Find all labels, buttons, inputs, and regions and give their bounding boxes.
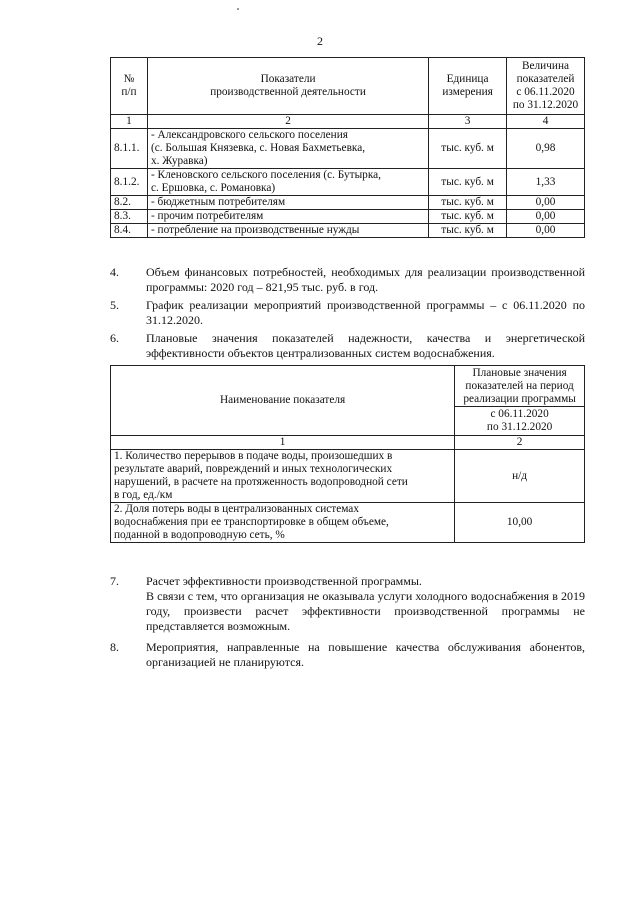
col-number: 3 — [429, 115, 507, 129]
row-unit: тыс. куб. м — [429, 224, 507, 238]
item-number: 4. — [110, 265, 119, 279]
row-value: 0,00 — [507, 210, 585, 224]
row-indicator: - бюджетным потребителям — [147, 196, 428, 210]
list-item — [110, 574, 585, 634]
reliability-indicators-table — [110, 365, 585, 543]
item-number: 7. — [110, 574, 119, 588]
table-header-row — [111, 366, 585, 407]
row-value: 0,98 — [507, 129, 585, 169]
table-header-row — [111, 58, 585, 115]
row-value: 1,33 — [507, 169, 585, 196]
table-row — [111, 503, 585, 543]
column-number-row — [111, 115, 585, 129]
row-indicator: - потребление на производственные нужды — [147, 224, 428, 238]
item-text: Расчет эффективности производственной программы. В связи с тем, что организация не оказывала услуги холодного водоснабжения в 2019 году, произвести расчет эффективности производственной программы не представляется возможным. — [146, 574, 585, 633]
table-row — [111, 224, 585, 238]
row-indicator: - Кленовского сельского поселения (с. Бутырка, с. Ершовка, с. Романовка) — [147, 169, 428, 196]
row-indicator: - прочим потребителям — [147, 210, 428, 224]
list-item — [110, 640, 585, 670]
table-row — [111, 196, 585, 210]
item-number: 5. — [110, 298, 119, 312]
row-unit: тыс. куб. м — [429, 210, 507, 224]
row-num: 8.3. — [111, 210, 148, 224]
row-num: 8.1.2. — [111, 169, 148, 196]
header-name: Наименование показателя — [111, 366, 455, 436]
row-value: 0,00 — [507, 224, 585, 238]
table-row — [111, 169, 585, 196]
col-number: 1 — [111, 436, 455, 450]
list-item — [110, 265, 585, 295]
table-row — [111, 450, 585, 503]
row-num: 8.1.1. — [111, 129, 148, 169]
row-value: 0,00 — [507, 196, 585, 210]
production-indicators-table — [110, 57, 585, 238]
numbered-paragraphs-7-8 — [110, 574, 585, 673]
header-period: с 06.11.2020 по 31.12.2020 — [455, 407, 585, 436]
row-indicator: 2. Доля потерь воды в централизованных системах водоснабжения при ее транспортировке в общем объеме, поданной в водопроводную сеть, % — [111, 503, 455, 543]
col-number: 1 — [111, 115, 148, 129]
row-num: 8.2. — [111, 196, 148, 210]
row-unit: тыс. куб. м — [429, 129, 507, 169]
header-indicator: Показатели производственной деятельности — [147, 58, 428, 115]
item-text: График реализации мероприятий производственной программы – с 06.11.2020 по 31.12.2020. — [146, 298, 585, 327]
col-number: 4 — [507, 115, 585, 129]
row-value: 10,00 — [455, 503, 585, 543]
row-indicator: - Александровского сельского поселения (с. Большая Князевка, с. Новая Бахметьевка, х. Журавка) — [147, 129, 428, 169]
item-text: Объем финансовых потребностей, необходимых для реализации производственной программы: 2020 год – 821,95 тыс. руб. в год. — [146, 265, 585, 294]
row-unit: тыс. куб. м — [429, 196, 507, 210]
item-number: 8. — [110, 640, 119, 654]
column-number-row — [111, 436, 585, 450]
item-text: Мероприятия, направленные на повышение качества обслуживания абонентов, организацией не планируются. — [146, 640, 585, 669]
row-unit: тыс. куб. м — [429, 169, 507, 196]
item-number: 6. — [110, 331, 119, 345]
list-item — [110, 331, 585, 361]
numbered-paragraphs-4-6 — [110, 265, 585, 364]
header-planned: Плановые значения показателей на период реализации программы — [455, 366, 585, 407]
col-number: 2 — [147, 115, 428, 129]
header-value: Величина показателей с 06.11.2020 по 31.12.2020 — [507, 58, 585, 115]
page-number: 2 — [317, 34, 323, 48]
scan-speck — [237, 8, 239, 10]
table-row — [111, 129, 585, 169]
row-indicator: 1. Количество перерывов в подаче воды, произошедших в результате аварий, повреждений и иных технологических нарушений, в расчете на протяженность водопроводной сети в год, ед./км — [111, 450, 455, 503]
row-value: н/д — [455, 450, 585, 503]
table-row — [111, 210, 585, 224]
header-unit: Единица измерения — [429, 58, 507, 115]
row-num: 8.4. — [111, 224, 148, 238]
header-num: № п/п — [111, 58, 148, 115]
col-number: 2 — [455, 436, 585, 450]
item-text: Плановые значения показателей надежности, качества и энергетической эффективности объектов централизованных систем водоснабжения. — [146, 331, 585, 360]
list-item — [110, 298, 585, 328]
